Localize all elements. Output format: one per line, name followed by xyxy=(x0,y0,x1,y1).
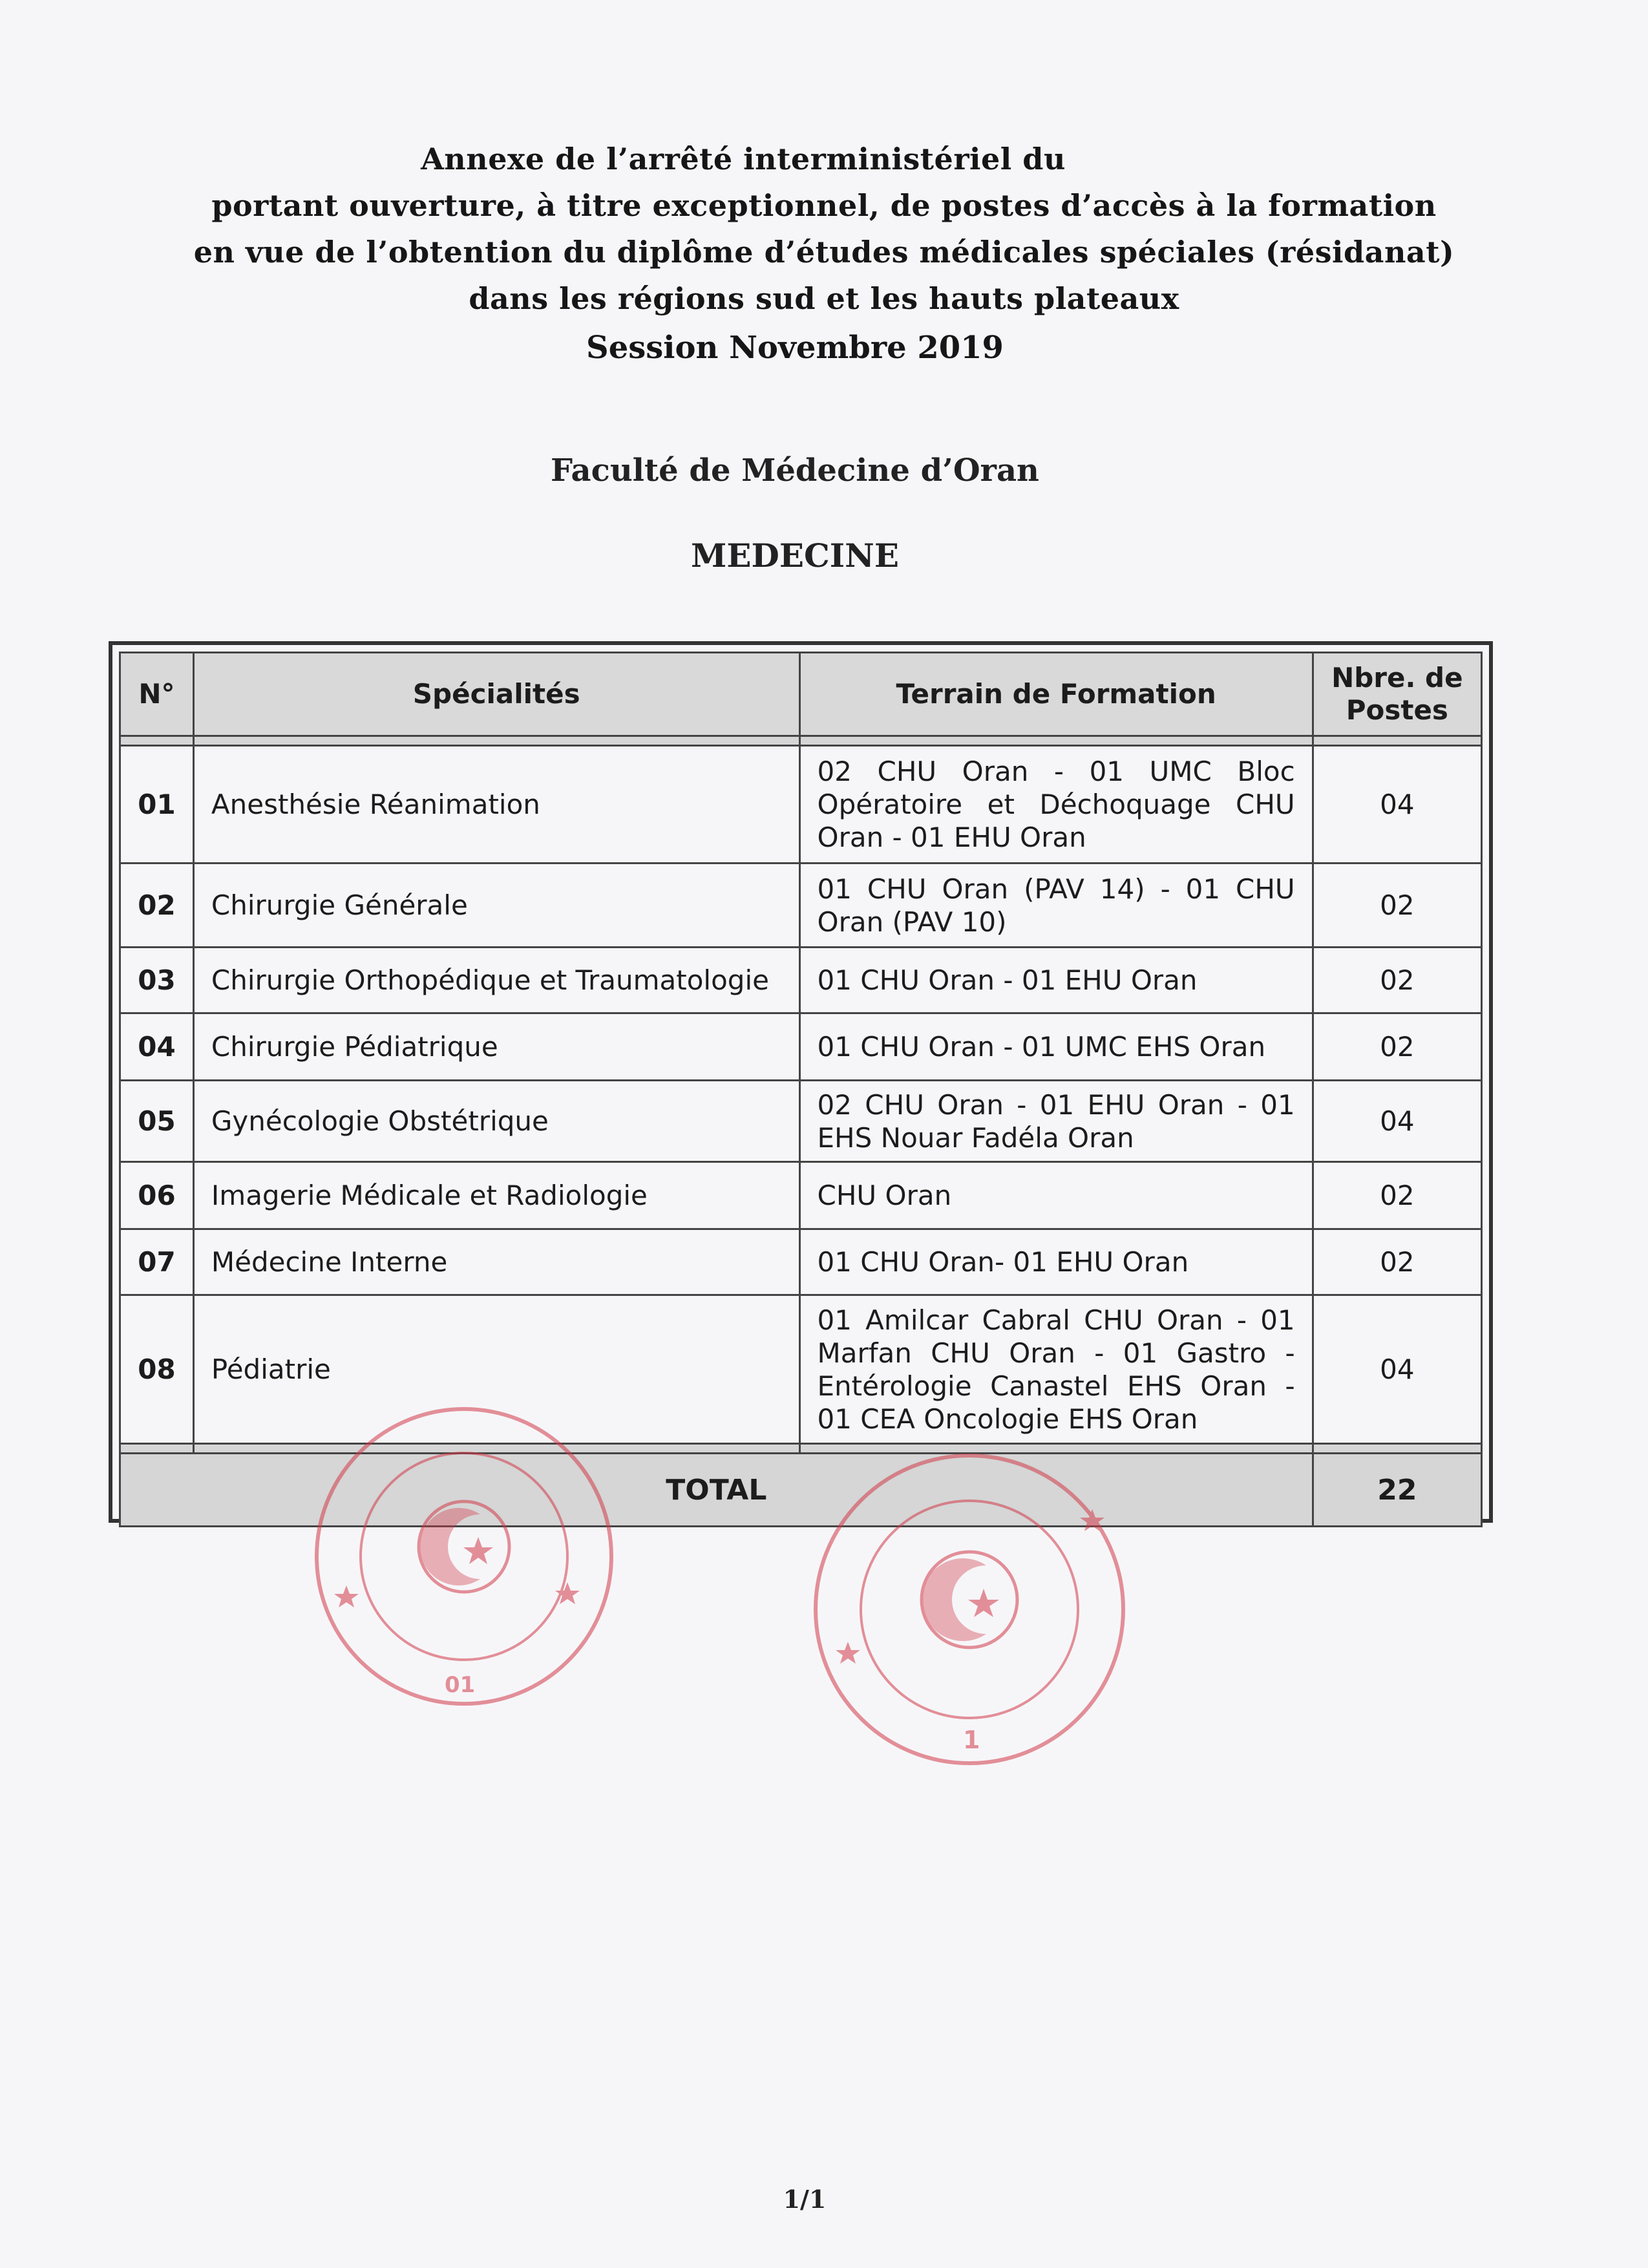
row-specialite: Chirurgie Pédiatrique xyxy=(193,1013,799,1081)
annex-heading xyxy=(0,136,1648,322)
row-num: 06 xyxy=(120,1162,194,1229)
star-icon xyxy=(463,1537,493,1564)
row-postes: 04 xyxy=(1313,1081,1481,1162)
postes-table-frame xyxy=(109,641,1493,1523)
table-row xyxy=(120,1013,1482,1081)
page-number: 1/1 xyxy=(783,2185,827,2214)
row-num: 01 xyxy=(120,746,194,864)
column-header-num: N° xyxy=(120,653,194,736)
star-icon xyxy=(836,1642,860,1664)
row-num: 04 xyxy=(120,1013,194,1081)
star-icon xyxy=(334,1585,359,1607)
row-num: 05 xyxy=(120,1081,194,1162)
row-specialite: Chirurgie Orthopédique et Traumatologie xyxy=(193,948,799,1013)
row-postes: 04 xyxy=(1313,746,1481,864)
row-terrain: 01 CHU Oran - 01 UMC EHS Oran xyxy=(799,1013,1313,1081)
table-header-row xyxy=(120,653,1482,736)
row-num: 03 xyxy=(120,948,194,1013)
star-icon xyxy=(968,1589,999,1617)
row-specialite: Imagerie Médicale et Radiologie xyxy=(193,1162,799,1229)
row-postes: 02 xyxy=(1313,864,1481,948)
table-row xyxy=(120,746,1482,864)
session-title: Session Novembre 2019 xyxy=(586,330,1004,366)
faculty-title: Faculté de Médecine d’Oran xyxy=(551,452,1039,489)
row-terrain: 02 CHU Oran - 01 UMC Bloc Opératoire et Déchoquage CHU Oran - 01 EHU Oran xyxy=(799,746,1313,864)
stamp-number: 01 xyxy=(445,1672,476,1698)
row-terrain: 01 CHU Oran - 01 EHU Oran xyxy=(799,948,1313,1013)
row-postes: 02 xyxy=(1313,1013,1481,1081)
heading-line-2: portant ouverture, à titre exceptionnel, de postes d’accès à la formation xyxy=(211,188,1437,223)
header-separator xyxy=(120,736,1482,746)
row-specialite: Médecine Interne xyxy=(193,1229,799,1295)
stamp-inner-ring xyxy=(861,1501,1078,1718)
column-header-postes: Nbre. de Postes xyxy=(1313,653,1481,736)
section-title: MEDECINE xyxy=(691,536,899,575)
star-icon xyxy=(555,1582,580,1604)
official-stamp-left xyxy=(309,1401,619,1712)
row-terrain: 01 CHU Oran- 01 EHU Oran xyxy=(799,1229,1313,1295)
table-row xyxy=(120,1162,1482,1229)
column-header-specialites: Spécialités xyxy=(193,653,799,736)
heading-line-1: Annexe de l’arrêté interministériel du xyxy=(421,142,1066,176)
row-postes: 02 xyxy=(1313,1229,1481,1295)
table-row xyxy=(120,864,1482,948)
row-terrain: 01 CHU Oran (PAV 14) - 01 CHU Oran (PAV 10) xyxy=(799,864,1313,948)
row-num: 02 xyxy=(120,864,194,948)
row-postes: 02 xyxy=(1313,1162,1481,1229)
table-row xyxy=(120,1229,1482,1295)
row-specialite: Pédiatrie xyxy=(193,1295,799,1444)
row-specialite: Gynécologie Obstétrique xyxy=(193,1081,799,1162)
row-num: 08 xyxy=(120,1295,194,1444)
official-stamp-right xyxy=(808,1448,1131,1771)
heading-line-4: dans les régions sud et les hauts plateaux xyxy=(469,281,1179,316)
postes-table xyxy=(119,652,1483,1527)
table-row xyxy=(120,1081,1482,1162)
row-terrain: 02 CHU Oran - 01 EHU Oran - 01 EHS Nouar Fadéla Oran xyxy=(799,1081,1313,1162)
column-header-terrain: Terrain de Formation xyxy=(799,653,1313,736)
row-postes: 04 xyxy=(1313,1295,1481,1444)
row-terrain: 01 Amilcar Cabral CHU Oran - 01 Marfan CHU Oran - 01 Gastro - Entérologie Canastel EHS Oran - 01 CEA Oncologie EHS Oran xyxy=(799,1295,1313,1444)
row-specialite: Anesthésie Réanimation xyxy=(193,746,799,864)
table-row xyxy=(120,948,1482,1013)
row-postes: 02 xyxy=(1313,948,1481,1013)
stamp-inner-ring xyxy=(361,1453,567,1660)
total-value: 22 xyxy=(1313,1454,1481,1527)
stamp-number: 1 xyxy=(963,1726,980,1754)
heading-line-3: en vue de l’obtention du diplôme d’études médicales spéciales (résidanat) xyxy=(193,235,1455,270)
row-specialite: Chirurgie Générale xyxy=(193,864,799,948)
total-label: TOTAL xyxy=(120,1454,1313,1527)
row-num: 07 xyxy=(120,1229,194,1295)
row-terrain: CHU Oran xyxy=(799,1162,1313,1229)
